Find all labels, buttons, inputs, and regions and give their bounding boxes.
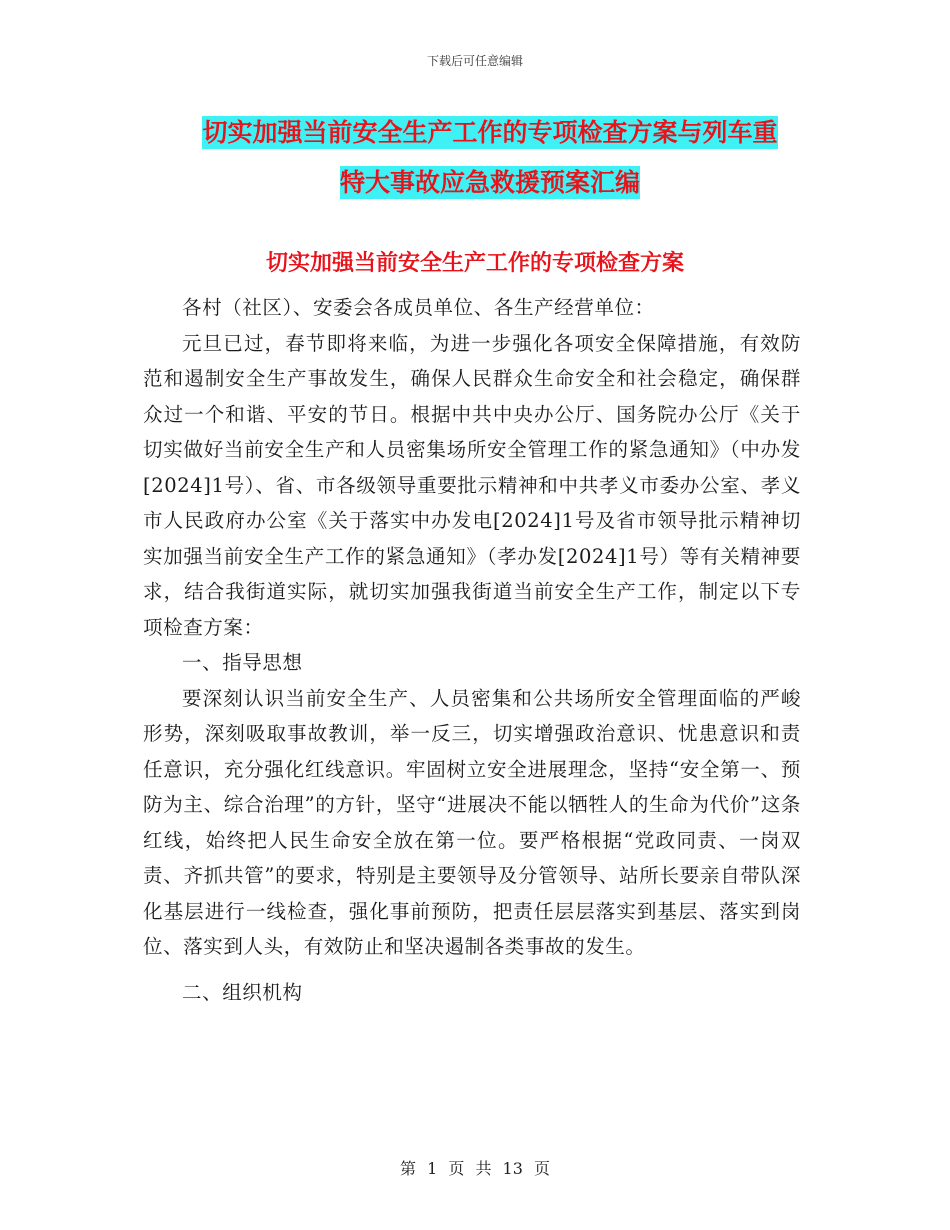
main-title-line-2: 特大事故应急救援预案汇编 — [339, 168, 640, 197]
document-body — [143, 290, 801, 1010]
salutation-paragraph: 各村（社区）、安委会各成员单位、各生产经营单位： — [182, 296, 655, 319]
document-main-title — [150, 108, 830, 208]
guiding-ideology-paragraph: 要深刻认识当前安全生产、人员密集和公共场所安全管理面临的严峻形势，深刻吸取事故教训，举一反三，切实增强政治意识、忧患意识和责任意识，充分强化红线意识。牢固树立安全进展理念，坚持“安全第一、预防为主、综合治理”的方针，坚守“进展决不能以牺牲人的生命为代价”这条红线，始终把人民生命安全放在第一位。要严格根据“党政同责、一岗双责、齐抓共管”的要求，特别是主要领导及分管领导、站所长要亲自带队深化基层进行一线检查，强化事前预防，把责任层层落实到基层、落实到岗位、落实到人头，有效防止和坚决遏制各类事故的发生。 — [143, 686, 801, 958]
main-title-line-1: 切实加强当前安全生产工作的专项检查方案与列车重 — [202, 118, 778, 147]
page-footer: 第 1 页 共 13 页 — [400, 1159, 550, 1178]
heading-organization: 二、组织机构 — [182, 980, 303, 1004]
header-note: 下载后可任意编辑 — [426, 54, 523, 68]
intro-paragraph: 元旦已过，春节即将来临，为进一步强化各项安全保障措施，有效防范和遏制安全生产事故发生，确保人民群众生命安全和社会稳定，确保群众过一个和谐、平安的节日。根据中共中央办公厅、国务院办公厅《关于切实做好当前安全生产和人员密集场所安全管理工作的紧急通知》（中办发[2024]1号）、省、市各级领导重要批示精神和中共孝义市委办公室、孝义市人民政府办公室《关于落实中办发电[2024]1号及省市领导批示精神切实加强当前安全生产工作的紧急通知》（孝办发[2024]1号）等有关精神要求，结合我街道实际，就切实加强我街道当前安全生产工作，制定以下专项检查方案： — [143, 331, 801, 639]
section-title: 切实加强当前安全生产工作的专项检查方案 — [265, 251, 684, 276]
heading-guiding-ideology: 一、指导思想 — [182, 651, 303, 674]
